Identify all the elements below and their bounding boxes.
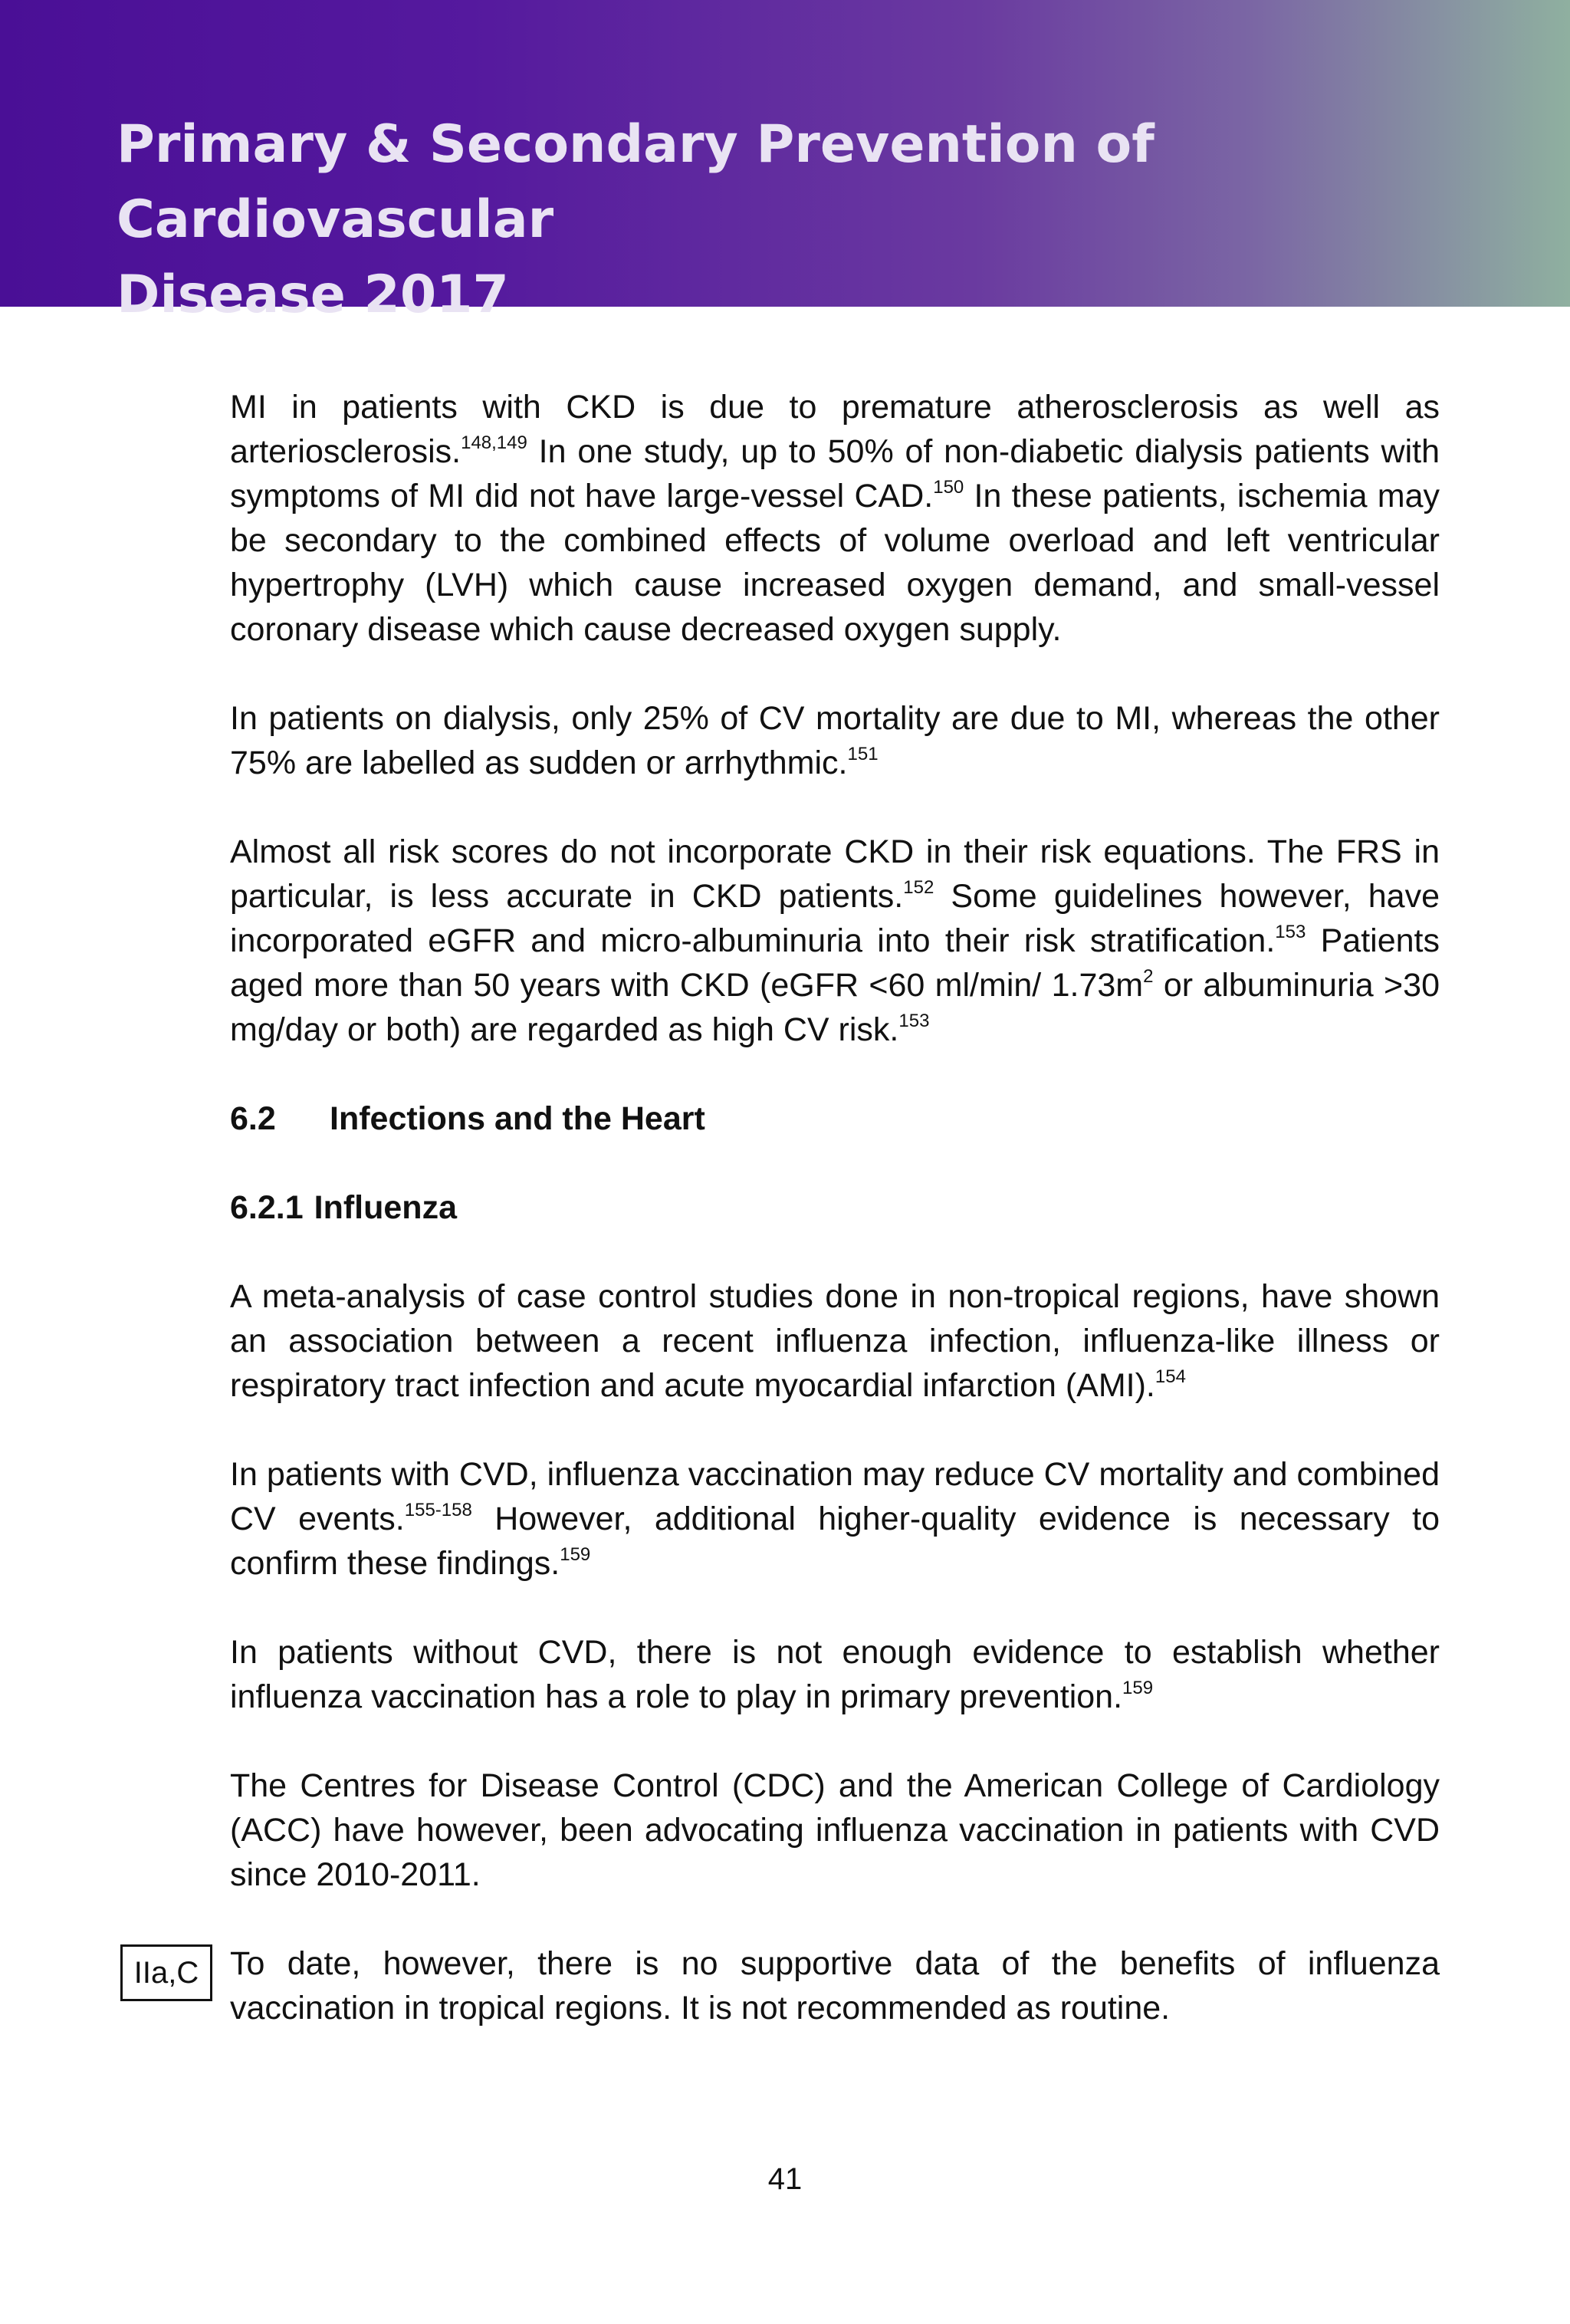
paragraph-primary-prevention	[230, 1630, 1440, 1719]
text-run: In patients with CVD, influenza vaccination may reduce CV mortality and combined CV events.	[230, 1456, 1440, 1537]
text-run: In patients on dialysis, only 25% of CV mortality are due to MI, whereas the other 75% are labelled as sudden or arrhythmic.	[230, 700, 1440, 781]
subsection-number: 6.2.1	[230, 1189, 304, 1226]
reference-superscript: 148,149	[461, 432, 527, 453]
document-title-line-1: Primary & Secondary Prevention of Cardiovascular	[117, 114, 1155, 250]
text-run: A meta-analysis of case control studies done in non-tropical regions, have shown an association between a recent influenza infection, influenza-like illness or respiratory tract infection and acute myocardial infarction (AMI).	[230, 1278, 1440, 1404]
reference-superscript: 159	[560, 1544, 591, 1565]
page-number: 41	[767, 2162, 803, 2196]
paragraph-ckd-mi	[230, 385, 1440, 652]
reference-superscript: 150	[933, 477, 964, 498]
text-run: To date, however, there is no supportive data of the benefits of influenza vaccination in tropical regions. It is not recommended as routine.	[230, 1945, 1440, 2027]
section-heading	[230, 1096, 1440, 1141]
document-title	[117, 107, 1496, 333]
paragraph-cvd-vaccination	[230, 1452, 1440, 1586]
text-run: or albuminuria >30 mg/day or both) are regarded as high CV risk.	[230, 967, 1440, 1048]
reference-superscript: 152	[903, 877, 934, 898]
section-title: Infections and the Heart	[330, 1100, 705, 1137]
recommendation-grade-box: IIa,C	[120, 1944, 212, 2001]
reference-superscript: 153	[898, 1011, 930, 1031]
paragraph-dialysis	[230, 696, 1440, 785]
recommendation-block	[133, 1941, 1440, 2030]
text-run: Patients aged more than 50 years with CKD (eGFR <60 ml/min/ 1.73m	[230, 922, 1440, 1004]
reference-superscript: 154	[1155, 1366, 1186, 1387]
reference-superscript: 153	[1275, 922, 1306, 942]
text-run: The Centres for Disease Control (CDC) and the American College of Cardiology (ACC) have however, been advocating influenza vaccination in patients with CVD since 2010-2011.	[230, 1767, 1440, 1893]
text-run: In these patients, ischemia may be secondary to the combined effects of volume overload and left ventricular hypertrophy (LVH) which cause increased oxygen demand, and small-vessel coronary disease which cause decreased oxygen supply.	[230, 478, 1440, 648]
exponent-superscript: 2	[1143, 966, 1154, 987]
text-run: In one study, up to 50% of non-diabetic dialysis patients with symptoms of MI did not have large-vessel CAD.	[230, 433, 1440, 514]
reference-superscript: 151	[847, 744, 879, 764]
subsection-title: Influenza	[314, 1189, 457, 1226]
document-title-line-2: Disease 2017	[117, 265, 509, 325]
section-number: 6.2	[230, 1100, 276, 1137]
text-run: MI in patients with CKD is due to premature atherosclerosis as well as arteriosclerosis.	[230, 389, 1440, 470]
text-run: Almost all risk scores do not incorporate CKD in their risk equations. The FRS in particular, is less accurate in CKD patients.	[230, 833, 1440, 915]
paragraph-cdc-acc	[230, 1764, 1440, 1897]
text-run: In patients without CVD, there is not enough evidence to establish whether influenza vaccination has a role to play in primary prevention.	[230, 1634, 1440, 1715]
reference-superscript: 159	[1122, 1678, 1154, 1698]
page-header	[0, 0, 1570, 325]
reference-superscript: 155-158	[404, 1500, 472, 1520]
subsection-heading	[230, 1185, 1440, 1230]
paragraph-tropical-regions	[230, 1941, 1440, 2030]
text-run: Some guidelines however, have incorporated eGFR and micro-albuminuria into their risk stratification.	[230, 878, 1440, 959]
main-content	[133, 385, 1440, 2075]
text-run: However, additional higher-quality evidence is necessary to confirm these findings.	[230, 1501, 1440, 1582]
paragraph-risk-scores	[230, 830, 1440, 1052]
paragraph-meta-analysis	[230, 1274, 1440, 1408]
